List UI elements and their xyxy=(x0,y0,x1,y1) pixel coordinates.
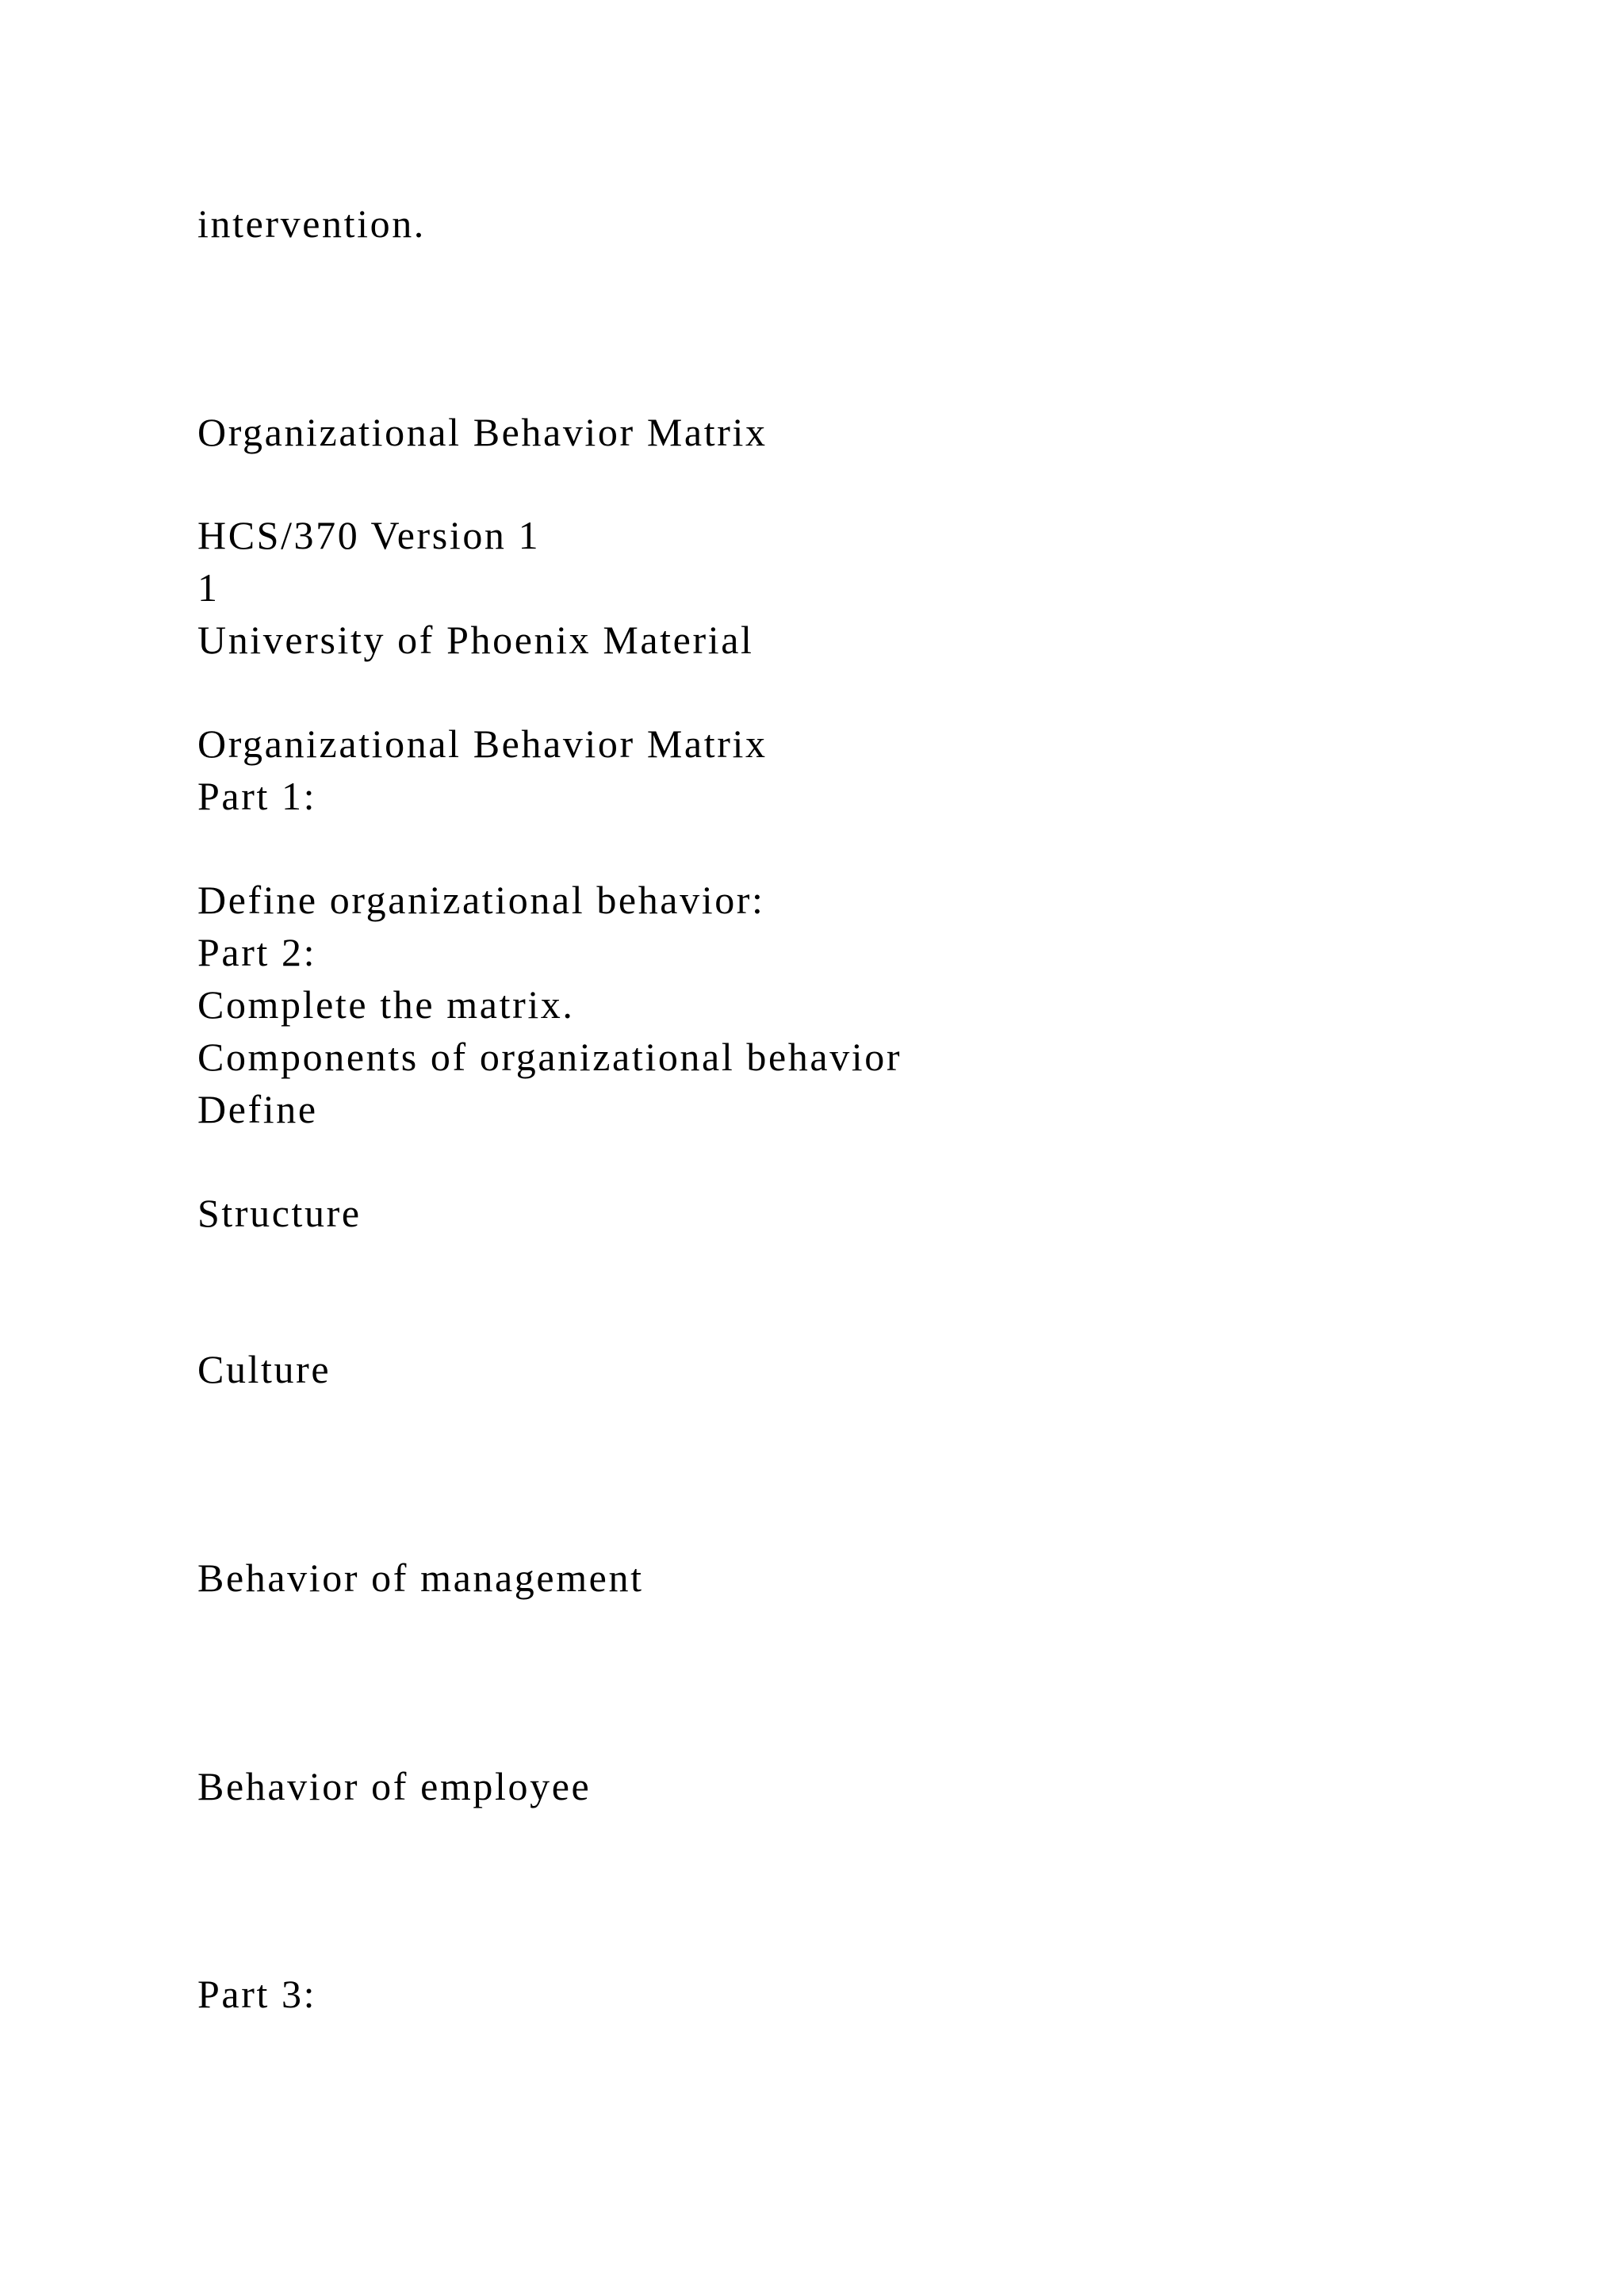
matrix-row-behavior-management: Behavior of management xyxy=(197,1556,644,1600)
page-number: 1 xyxy=(197,565,220,610)
intervention-text: intervention. xyxy=(197,201,426,246)
part-1-heading: Part 1: xyxy=(197,774,317,818)
matrix-row-behavior-employee: Behavior of employee xyxy=(197,1764,592,1808)
complete-matrix-instruction: Complete the matrix. xyxy=(197,982,575,1027)
matrix-title-top: Organizational Behavior Matrix xyxy=(197,410,768,454)
part-3-heading: Part 3: xyxy=(197,1972,317,2016)
matrix-title: Organizational Behavior Matrix xyxy=(197,721,768,766)
part-2-heading: Part 2: xyxy=(197,930,317,974)
matrix-column-define: Define xyxy=(197,1087,318,1131)
matrix-row-culture: Culture xyxy=(197,1347,331,1391)
matrix-column-components: Components of organizational behavior xyxy=(197,1035,902,1079)
define-ob-prompt: Define organizational behavior: xyxy=(197,878,765,922)
matrix-row-structure: Structure xyxy=(197,1191,362,1235)
university-material: University of Phoenix Material xyxy=(197,618,754,662)
course-code: HCS/370 Version 1 xyxy=(197,513,541,557)
